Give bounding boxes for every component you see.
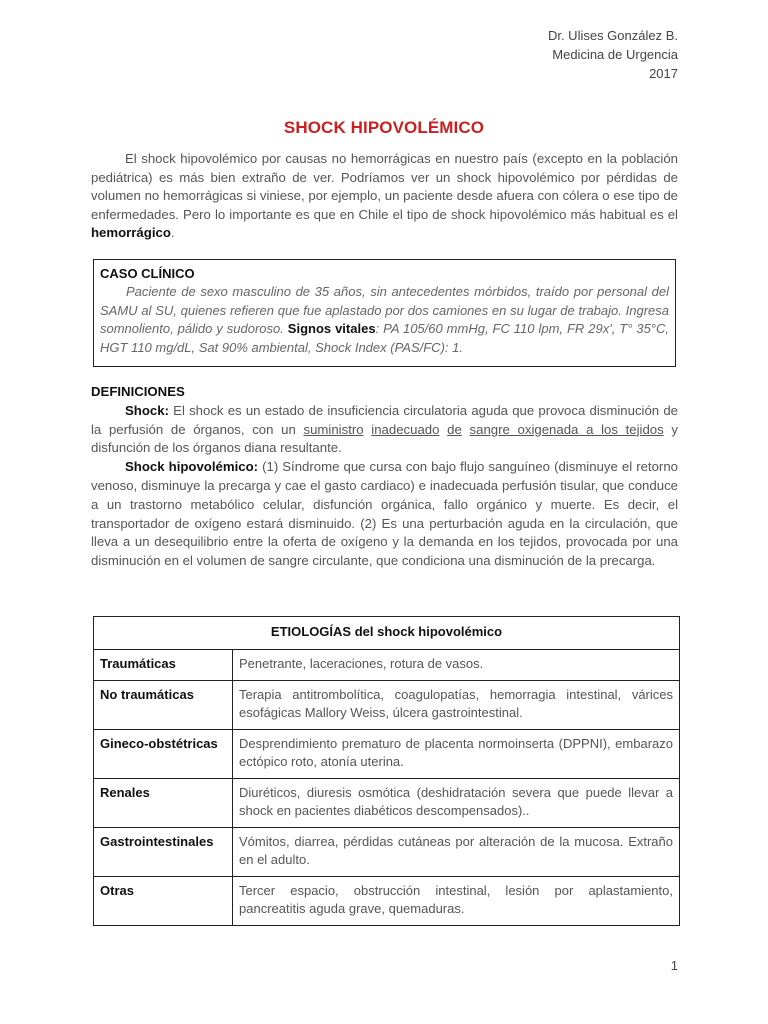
shock-underline-1: suministro — [303, 421, 364, 437]
shock-text-1: El shock es un estado de insuficiencia circulatoria aguda que provoca disminución de la perfusión de órganos, con un — [91, 402, 678, 437]
author-name: Dr. Ulises González B. — [547, 28, 678, 43]
definitions-title: DEFINICIONES — [91, 384, 185, 399]
clinical-case-box — [93, 259, 676, 367]
shock-text-2: y disfunción de los órganos diana resultante. — [91, 421, 679, 456]
intro-end: . — [170, 225, 175, 240]
table-row — [94, 650, 680, 681]
row-category: No traumáticas — [94, 681, 233, 730]
row-category: Gastrointestinales — [94, 828, 233, 877]
etiologies-table — [93, 616, 680, 926]
intro-paragraph — [91, 150, 678, 243]
hypo-label: Shock hipovolémico: — [125, 459, 259, 475]
case-text — [100, 283, 669, 357]
hypovolemic-definition — [91, 458, 678, 571]
document-title: SHOCK HIPOVOLÉMICO — [283, 118, 485, 137]
table-row — [94, 779, 680, 828]
row-description: Penetrante, laceraciones, rotura de vasos. — [233, 650, 680, 681]
table-row — [94, 828, 680, 877]
row-description: Vómitos, diarrea, pérdidas cutáneas por alteración de la mucosa. Extraño en el adulto. — [233, 828, 680, 877]
row-description: Tercer espacio, obstrucción intestinal, lesión por aplastamiento, pancreatitis aguda grave, quemaduras. — [233, 877, 680, 926]
row-description: Terapia antitrombolítica, coagulopatías, hemorragia intestinal, várices esofágicas Mallory Weiss, úlcera gastrointestinal. — [233, 681, 680, 730]
table-row — [94, 877, 680, 926]
page-number: 1 — [670, 958, 678, 973]
row-category: Traumáticas — [94, 650, 233, 681]
year: 2017 — [649, 66, 678, 81]
row-description: Desprendimiento prematuro de placenta normoinserta (DPPNI), embarazo ectópico roto, atonía uterina. — [233, 730, 680, 779]
table-row — [94, 730, 680, 779]
case-title: CASO CLÍNICO — [100, 266, 195, 281]
row-category: Gineco-obstétricas — [94, 730, 233, 779]
row-description: Diuréticos, diuresis osmótica (deshidratación severa que puede llevar a shock en pacientes diabéticos descompensados).. — [233, 779, 680, 828]
document-header — [548, 26, 678, 83]
case-text-part2: : PA 105/60 mmHg, FC 110 lpm, FR 29x', T° 35°C, HGT 110 mg/dL, Sat 90% ambiental, Shock Index (PAS/FC): 1. — [100, 321, 669, 355]
row-category: Otras — [94, 877, 233, 926]
definitions-section — [91, 383, 678, 571]
row-category: Renales — [94, 779, 233, 828]
shock-underline-3: de — [447, 421, 462, 437]
hypo-text: (1) Síndrome que cursa con bajo flujo sanguíneo (disminuye el retorno venoso, disminuye la precarga y cae el gasto cardiaco) e inadecuada perfusión tisular, que conduce a un trastorno metabólico celular, disfunción orgánica, fallo orgánico y muerte. Es decir, el transportador de oxígeno estará disminuido. (2) Es una perturbación aguda en la circulación, que lleva a un desequilibrio entre la oferta de oxígeno y la demanda en los tejidos, provocada por una disminución en el volumen de sangre circulante, que condiciona una disminución de la precarga. — [91, 459, 678, 569]
shock-underline-4: sangre oxigenada a los tejidos — [469, 421, 664, 437]
shock-underline-2: inadecuado — [371, 421, 440, 437]
table-row — [94, 681, 680, 730]
vitals-label: Signos vitales — [287, 321, 376, 336]
intro-bold: hemorrágico — [91, 225, 171, 240]
shock-label: Shock: — [125, 402, 169, 418]
case-text-part1: Paciente de sexo masculino de 35 años, sin antecedentes mórbidos, traído por personal del SAMU al SU, quienes refieren que fue aplastado por dos camiones en su lugar de trabajo. Ingresa somnoliento, pálido y sudoroso. — [100, 284, 669, 336]
table-header: ETIOLOGÍAS del shock hipovolémico — [94, 617, 680, 650]
intro-text: El shock hipovolémico por causas no hemorrágicas en nuestro país (excepto en la población pediátrica) es más bien extraño de ver. Podríamos ver un shock hipovolémico por pérdidas de volumen no hemorrágicas si viniese, por ejemplo, un paciente desde afuera con cólera o ese tipo de enfermedades. Pero lo importante es que en Chile el tipo de shock hipovolémico más habitual es el — [91, 151, 678, 222]
specialty: Medicina de Urgencia — [552, 47, 678, 62]
shock-definition — [91, 402, 678, 458]
